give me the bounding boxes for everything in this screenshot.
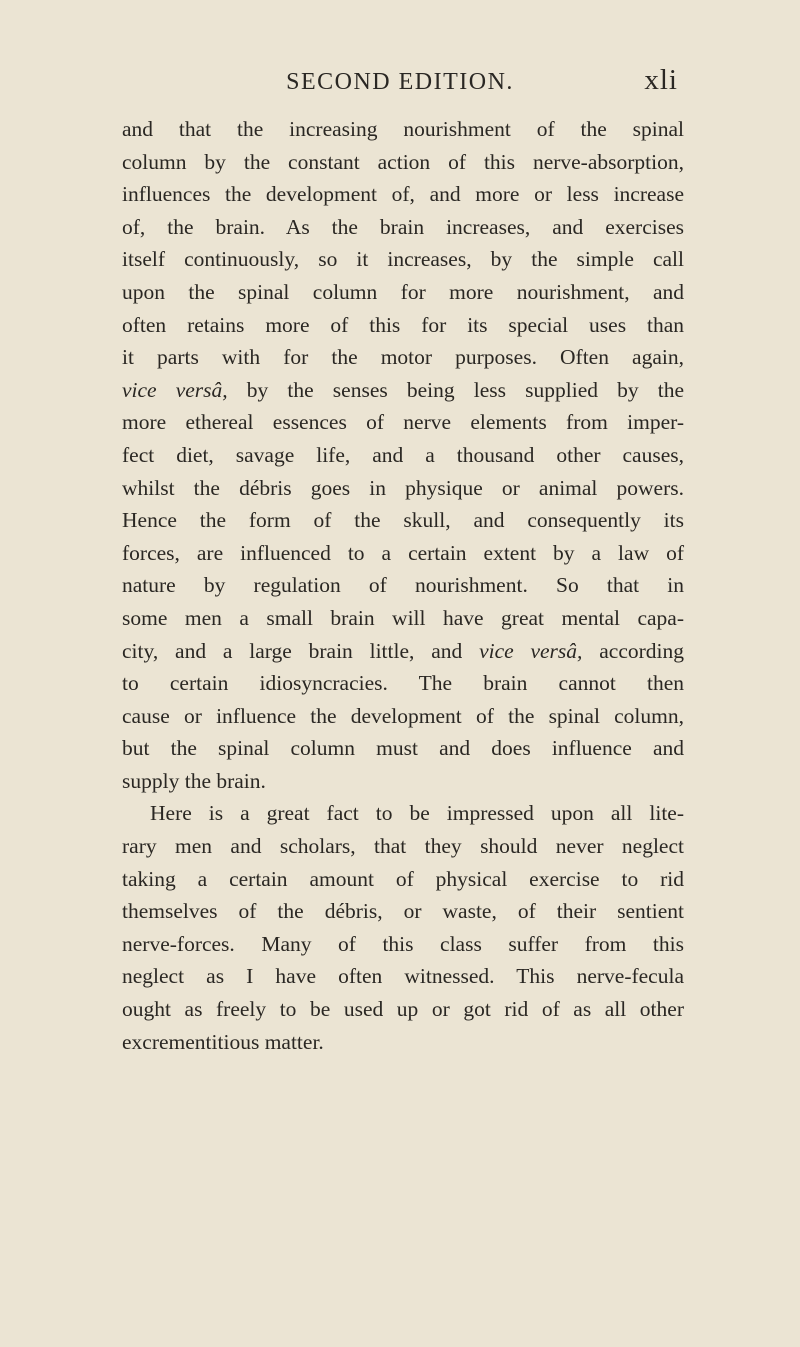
text-line: some men a small brain will have great mental capa- <box>122 605 684 630</box>
text-line: supply the brain. <box>122 768 266 793</box>
text-line: themselves of the débris, or waste, of their sentient <box>122 899 684 924</box>
text-line: Hence the form of the skull, and consequently its <box>122 508 684 533</box>
text-line: and that the increasing nourishment of the spinal <box>122 117 684 141</box>
text-line: to certain idiosyncracies. The brain cannot then <box>122 671 684 696</box>
text-line <box>122 635 684 668</box>
text-line: ought as freely to be used up or got rid of as all other <box>122 997 684 1022</box>
text-line: of, the brain. As the brain increases, and exercises <box>122 214 684 239</box>
running-title: SECOND EDITION. <box>286 69 514 95</box>
text-line: cause or influence the development of the spinal column, <box>122 703 684 728</box>
text-line: taking a certain amount of physical exercise to rid <box>122 866 684 891</box>
page-number: xli <box>644 64 678 96</box>
text-segment: by the senses being less supplied by the <box>227 377 684 402</box>
text-line: nature by regulation of nourishment. So that in <box>122 573 684 598</box>
text-line: Here is a great fact to be impressed upon all lite- <box>150 801 684 826</box>
text-line: upon the spinal column for more nourishment, and <box>122 279 684 304</box>
text-line <box>122 374 684 407</box>
text-line: forces, are influenced to a certain extent by a law of <box>122 540 684 565</box>
text-line: itself continuously, so it increases, by the simple call <box>122 247 684 272</box>
text-line: nerve-forces. Many of this class suffer from this <box>122 931 684 956</box>
text-line: often retains more of this for its special uses than <box>122 312 684 337</box>
text-line: neglect as I have often witnessed. This nerve-fecula <box>122 964 684 989</box>
text-line: whilst the débris goes in physique or animal powers. <box>122 475 684 500</box>
body-text <box>122 113 684 1058</box>
italic-phrase: vice versâ, <box>479 638 583 663</box>
text-line: more ethereal essences of nerve elements from imper- <box>122 410 684 435</box>
text-segment: according <box>582 638 684 663</box>
text-line: it parts with for the motor purposes. Often again, <box>122 345 684 370</box>
running-head <box>122 64 678 100</box>
text-line: but the spinal column must and does influence and <box>122 736 684 761</box>
text-line: excrementitious matter. <box>122 1029 324 1054</box>
text-line: influences the development of, and more or less increase <box>122 182 684 207</box>
text-line: column by the constant action of this nerve-absorption, <box>122 149 684 174</box>
text-segment: city, and a large brain little, and <box>122 638 480 663</box>
text-line: rary men and scholars, that they should never neglect <box>122 834 684 859</box>
italic-phrase: vice versâ, <box>122 377 228 402</box>
text-line: fect diet, savage life, and a thousand other causes, <box>122 442 684 467</box>
